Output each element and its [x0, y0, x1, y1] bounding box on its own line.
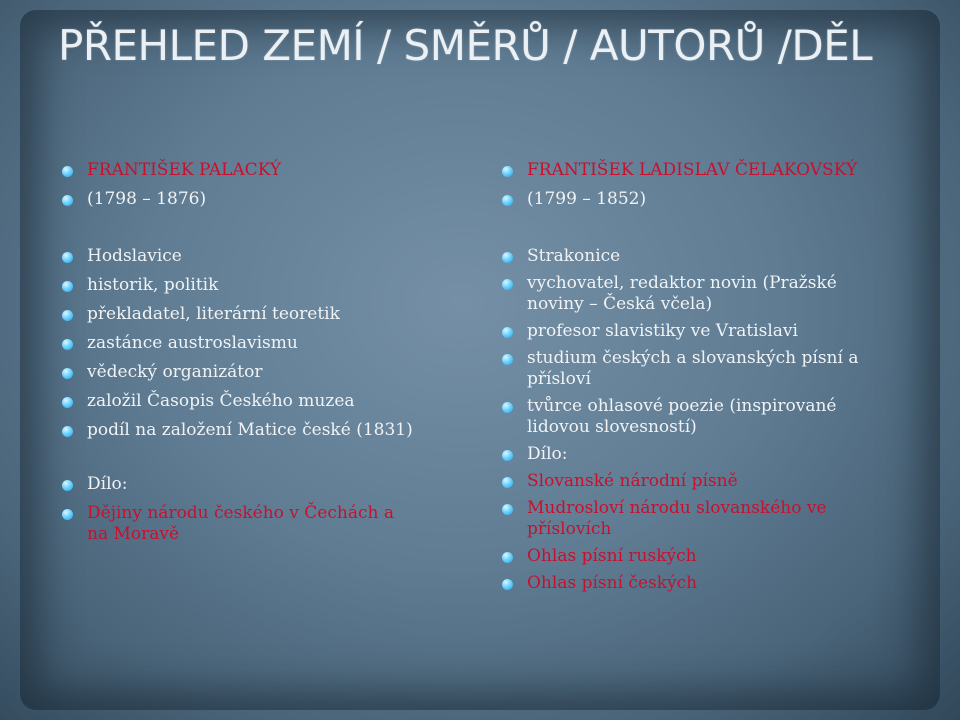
right-work-item: Ohlas písní ruských [500, 546, 900, 567]
right-fact: studium českých a slovanských písní a přísloví [500, 348, 887, 390]
left-fact: Hodslavice [60, 246, 460, 267]
right-author-name: FRANTIŠEK LADISLAV ČELAKOVSKÝ [500, 160, 900, 181]
left-author-years: (1798 – 1876) [60, 189, 460, 210]
right-fact: Strakonice [500, 246, 900, 267]
right-works-label: Dílo: [500, 444, 900, 465]
right-fact: tvůrce ohlasové poezie (inspirované lidovou slovesností) [500, 396, 877, 438]
right-work-item: Slovanské národní písně [500, 471, 900, 492]
right-fact: vychovatel, redaktor novin (Pražské noviny – Česká včela) [500, 273, 867, 315]
left-fact: podíl na založení Matice české (1831) [60, 420, 460, 441]
left-works-label: Dílo: [60, 474, 460, 495]
slide-title: PŘEHLED ZEMÍ / SMĚRŮ / AUTORŮ /DĚL [58, 21, 873, 70]
left-fact: zastánce austroslavismu [60, 333, 460, 354]
left-column-header [60, 160, 460, 218]
left-fact: historik, politik [60, 275, 460, 296]
left-fact: překladatel, literární teoretik [60, 304, 460, 325]
left-work-item: Dějiny národu českého v Čechách a na Moravě [60, 503, 417, 545]
right-work-item: Ohlas písní českých [500, 573, 900, 594]
right-fact: profesor slavistiky ve Vratislavi [500, 321, 900, 342]
left-fact: založil Časopis Českého muzea [60, 391, 460, 412]
left-facts [60, 246, 460, 449]
left-author-name: FRANTIŠEK PALACKÝ [60, 160, 460, 181]
left-fact: vědecký organizátor [60, 362, 460, 383]
right-facts [500, 246, 900, 600]
right-work-item: Mudrosloví národu slovanského ve příslovích [500, 498, 887, 540]
left-works [60, 474, 460, 553]
right-column-header [500, 160, 900, 218]
right-author-years: (1799 – 1852) [500, 189, 900, 210]
